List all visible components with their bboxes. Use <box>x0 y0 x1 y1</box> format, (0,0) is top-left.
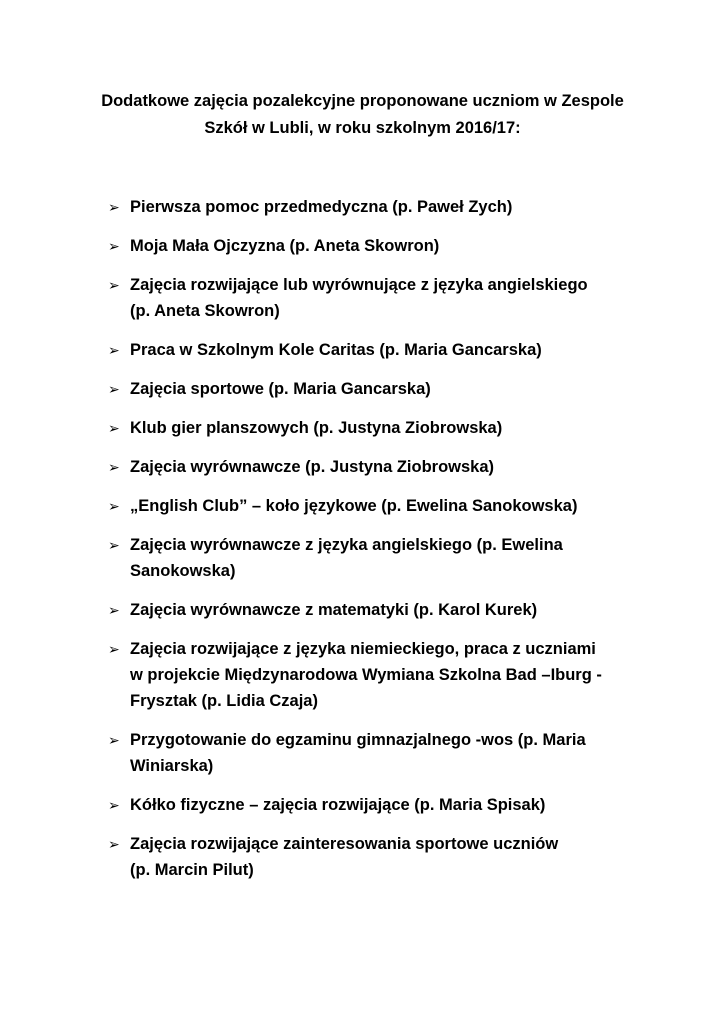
list-item-text-line: (p. Marcin Pilut) <box>130 861 254 879</box>
arrow-bullet-icon: ➢ <box>108 732 120 748</box>
list-item-text-line: Moja Mała Ojczyzna (p. Aneta Skowron) <box>130 237 440 255</box>
list-item <box>108 415 668 441</box>
list-item <box>108 233 668 259</box>
arrow-bullet-icon: ➢ <box>108 498 120 514</box>
title-line-2: Szkół w Lubli, w roku szkolnym 2016/17: <box>204 119 521 137</box>
list-item-text-line: Klub gier planszowych (p. Justyna Ziobrowska) <box>130 419 503 437</box>
list-item-text-line: Zajęcia wyrównawcze z języka angielskiego (p. Ewelina <box>130 536 563 554</box>
arrow-bullet-icon: ➢ <box>108 342 120 358</box>
list-item-text-line: (p. Aneta Skowron) <box>130 302 280 320</box>
arrow-bullet-icon: ➢ <box>108 836 120 852</box>
list-item <box>108 831 668 883</box>
list-item-text-line: Pierwsza pomoc przedmedyczna (p. Paweł Zych) <box>130 198 513 216</box>
title-line-1: Dodatkowe zajęcia pozalekcyjne proponowane uczniom w Zespole <box>101 92 624 110</box>
arrow-bullet-icon: ➢ <box>108 459 120 475</box>
list-item <box>108 597 668 623</box>
arrow-bullet-icon: ➢ <box>108 381 120 397</box>
list-item-text-line: Przygotowanie do egzaminu gimnazjalnego -wos (p. Maria <box>130 731 586 749</box>
list-item-text-line: Praca w Szkolnym Kole Caritas (p. Maria Gancarska) <box>130 341 542 359</box>
list-item <box>108 727 668 779</box>
document-title <box>60 88 665 142</box>
list-item <box>108 636 668 714</box>
arrow-bullet-icon: ➢ <box>108 602 120 618</box>
list-item-text-line: Frysztak (p. Lidia Czaja) <box>130 692 318 710</box>
arrow-bullet-icon: ➢ <box>108 199 120 215</box>
arrow-bullet-icon: ➢ <box>108 537 120 553</box>
list-item <box>108 792 668 818</box>
list-item-text-line: Zajęcia rozwijające zainteresowania sportowe uczniów <box>130 835 559 853</box>
list-item-text-line: Winiarska) <box>130 757 214 775</box>
list-item-text-line: „English Club” – koło językowe (p. Ewelina Sanokowska) <box>130 497 578 515</box>
list-item-text-line: Zajęcia wyrównawcze (p. Justyna Ziobrowska) <box>130 458 495 476</box>
list-item-text-line: Kółko fizyczne – zajęcia rozwijające (p. Maria Spisak) <box>130 796 546 814</box>
list-item-text-line: Zajęcia rozwijające lub wyrównujące z języka angielskiego <box>130 276 588 294</box>
list-item <box>108 454 668 480</box>
arrow-bullet-icon: ➢ <box>108 238 120 254</box>
list-item-text-line: w projekcie Międzynarodowa Wymiana Szkolna Bad –Iburg - <box>130 666 602 684</box>
arrow-bullet-icon: ➢ <box>108 277 120 293</box>
arrow-bullet-icon: ➢ <box>108 797 120 813</box>
list-item <box>108 532 668 584</box>
list-item-text-line: Zajęcia sportowe (p. Maria Gancarska) <box>130 380 431 398</box>
list-item-text-line: Sanokowska) <box>130 562 236 580</box>
arrow-bullet-icon: ➢ <box>108 420 120 436</box>
list-item <box>108 194 668 220</box>
list-item-text-line: Zajęcia wyrównawcze z matematyki (p. Karol Kurek) <box>130 601 538 619</box>
list-item <box>108 337 668 363</box>
activity-list <box>108 194 668 896</box>
arrow-bullet-icon: ➢ <box>108 641 120 657</box>
list-item <box>108 272 668 324</box>
list-item-text-line: Zajęcia rozwijające z języka niemieckiego, praca z uczniami <box>130 640 596 658</box>
list-item <box>108 376 668 402</box>
list-item <box>108 493 668 519</box>
